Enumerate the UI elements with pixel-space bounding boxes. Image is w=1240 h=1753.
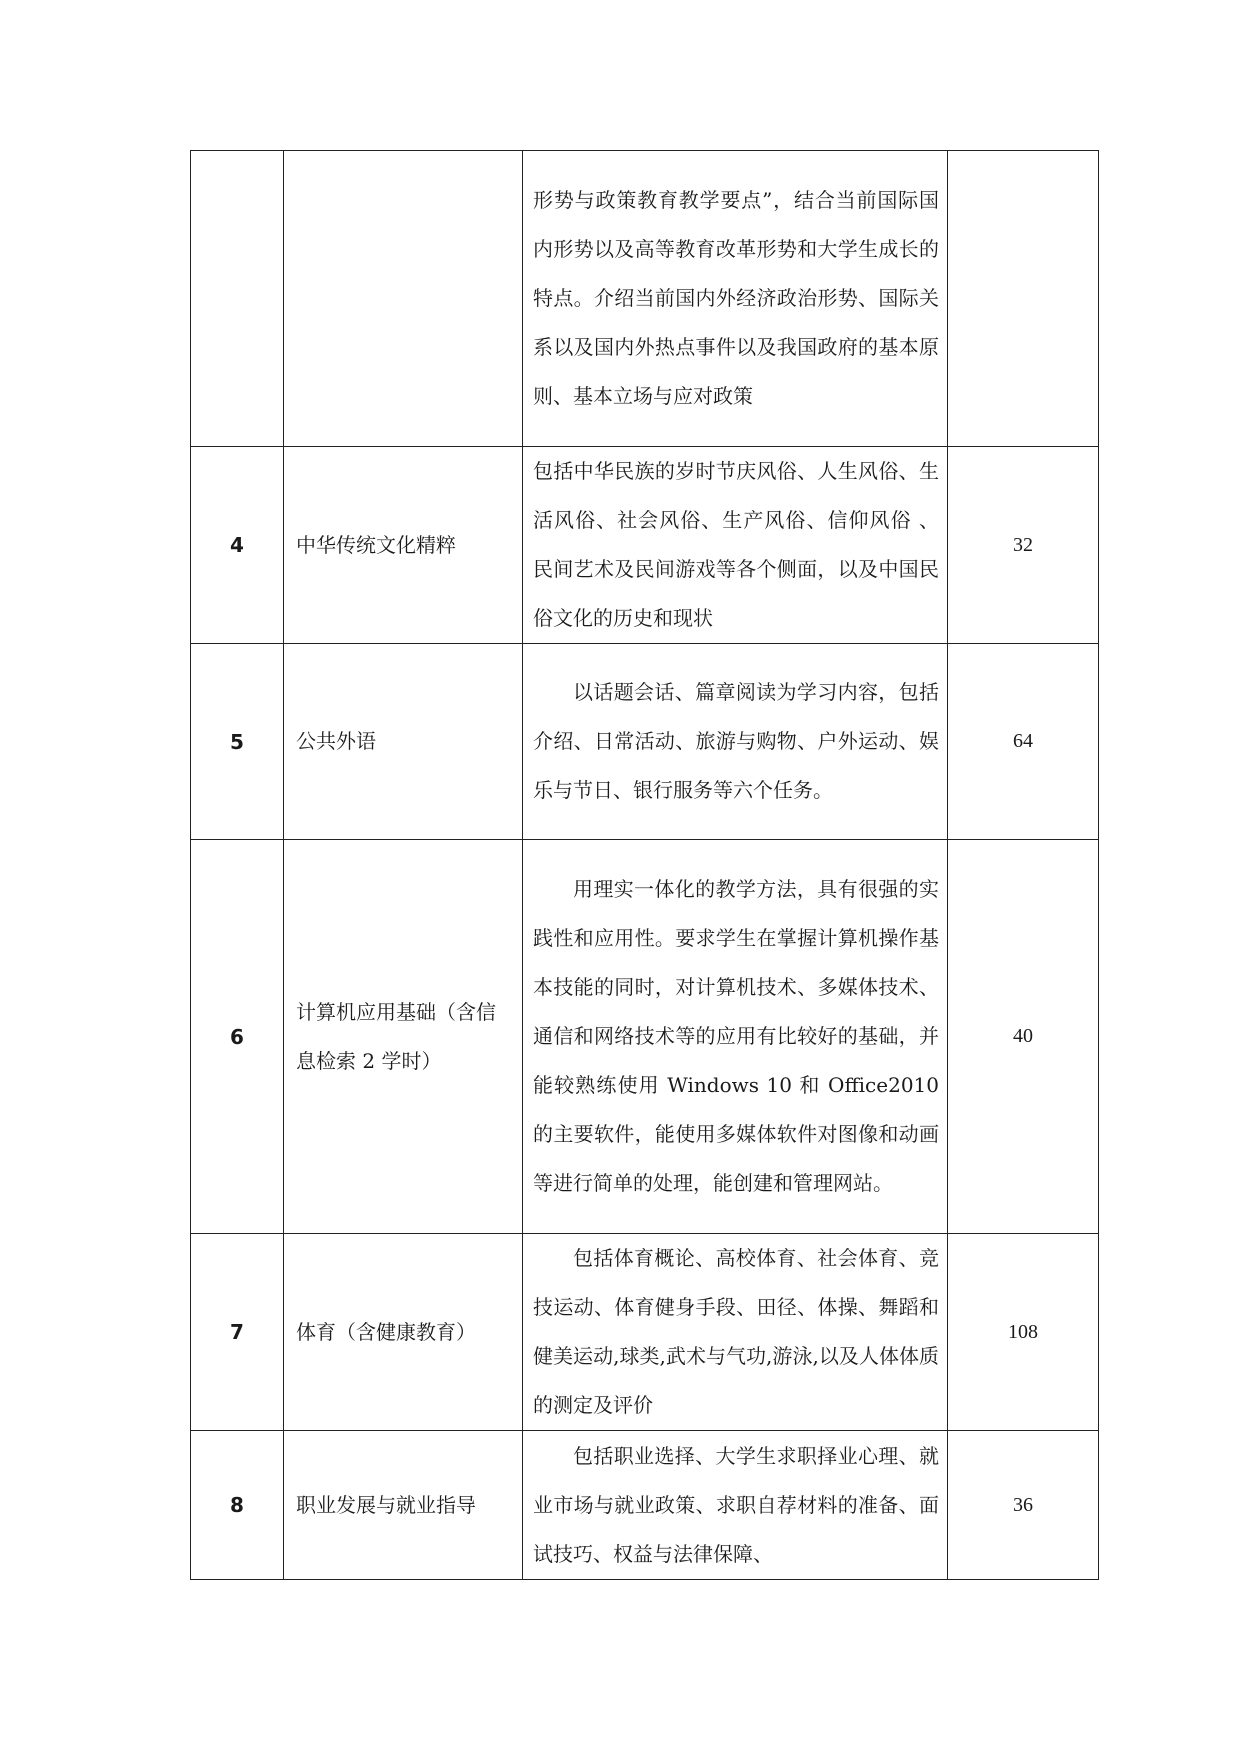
- course-number: 6: [191, 840, 284, 1234]
- course-hours: 40: [948, 840, 1099, 1234]
- table-row: [191, 840, 1099, 1234]
- table-row: [191, 1234, 1099, 1431]
- course-description: 包括体育概论、高校体育、社会体育、竞技运动、体育健身手段、田径、体操、舞蹈和健美运动,球类,武术与气功,游泳,以及人体体质的测定及评价: [523, 1234, 948, 1431]
- course-number: [191, 151, 284, 447]
- course-name: 公共外语: [284, 644, 523, 840]
- course-description: 包括中华民族的岁时节庆风俗、人生风俗、生活风俗、社会风俗、生产风俗、信仰风俗 、民间艺术及民间游戏等各个侧面，以及中国民俗文化的历史和现状: [523, 447, 948, 644]
- course-description: 以话题会话、篇章阅读为学习内容，包括介绍、日常活动、旅游与购物、户外运动、娱乐与节日、银行服务等六个任务。: [523, 644, 948, 840]
- course-description: 包括职业选择、大学生求职择业心理、就业市场与就业政策、求职自荐材料的准备、面试技巧、权益与法律保障、: [523, 1431, 948, 1580]
- course-number: 8: [191, 1431, 284, 1580]
- course-hours: 64: [948, 644, 1099, 840]
- course-description: 用理实一体化的教学方法，具有很强的实践性和应用性。要求学生在掌握计算机操作基本技能的同时，对计算机技术、多媒体技术、通信和网络技术等的应用有比较好的基础，并能较熟练使用 Windows 10 和 Office2010 的主要软件，能使用多媒体软件对图像和动画等进行简单的处理，能创建和管理网站。: [523, 840, 948, 1234]
- course-table: [190, 150, 1099, 1580]
- table-row: [191, 151, 1099, 447]
- course-hours: [948, 151, 1099, 447]
- course-description: 形势与政策教育教学要点”，结合当前国际国内形势以及高等教育改革形势和大学生成长的特点。介绍当前国内外经济政治形势、国际关系以及国内外热点事件以及我国政府的基本原则、基本立场与应对政策: [523, 151, 948, 447]
- table-row: [191, 447, 1099, 644]
- course-number: 5: [191, 644, 284, 840]
- course-name: [284, 151, 523, 447]
- course-number: 4: [191, 447, 284, 644]
- course-name: 中华传统文化精粹: [284, 447, 523, 644]
- course-hours: 36: [948, 1431, 1099, 1580]
- course-hours: 32: [948, 447, 1099, 644]
- course-name: 体育（含健康教育）: [284, 1234, 523, 1431]
- table-row: [191, 644, 1099, 840]
- course-name: 职业发展与就业指导: [284, 1431, 523, 1580]
- course-number: 7: [191, 1234, 284, 1431]
- table-row: [191, 1431, 1099, 1580]
- course-hours: 108: [948, 1234, 1099, 1431]
- course-name: 计算机应用基础（含信息检索 2 学时）: [284, 840, 523, 1234]
